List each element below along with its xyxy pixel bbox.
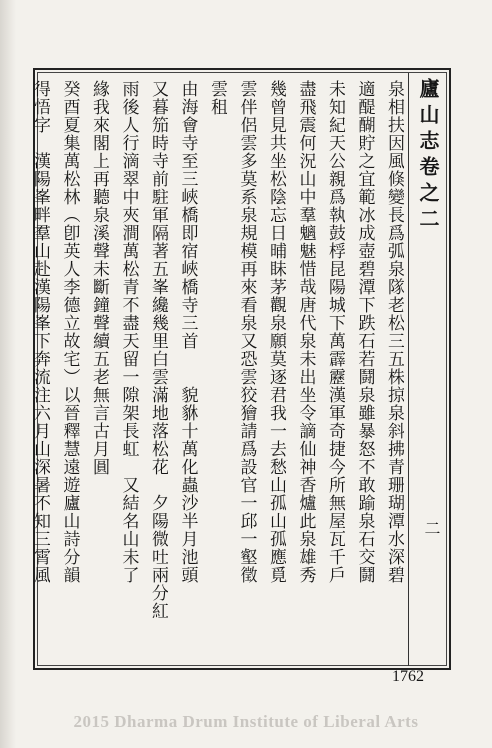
text-column: 緣我來閣上再聽泉溪聲未斷鐘聲續五老無言古月圓 (89, 80, 109, 476)
text-column: 雲伴侶雲多莫系泉規模再來看泉又恐雲狡獪請爲設官一邱一壑徵 (236, 80, 257, 584)
text-column: 癸酉夏集萬松林（卽英人李德立故宅）以晉釋慧遠遊廬山詩分韻 (59, 80, 80, 584)
text-column: 得悟字 漢陽峯畔羣山赴漢陽峯下奔流注六月山深暑不知三霄風 (30, 80, 50, 584)
text-column: 又暮笳時寺前駐軍隔著五峯纔幾里白雲滿地落松花 夕陽微吐兩分紅 (148, 80, 168, 620)
page-number: 1762 (392, 668, 424, 685)
text-column: 雲租 (207, 80, 227, 116)
text-column: 幾曾見共坐松陰忘日晡眛茅觀泉願莫逐君我一去愁山孤山孤應覓 (266, 80, 286, 584)
binding-shadow (0, 0, 16, 748)
text-column: 雨後人行滴翠中夾澗萬松青不盡天留一隙架長虹 又結名山未了 (118, 80, 139, 584)
text-column: 由海會寺至三峽橋即宿峽橋寺三首 貌貅十萬化蟲沙半月池頭 (177, 80, 198, 584)
text-column: 適醍醐貯之宜範冰成壺碧潭下跌石若鬪泉雖暴怒不敢踰泉石交鬪 (354, 80, 375, 584)
text-column: 盡飛震何況山中羣魑魅惜哉唐代泉未出坐令謫仙神香爐此泉雄秀 (295, 80, 316, 584)
watermark: 2015 Dharma Drum Institute of Liberal Arts (73, 712, 419, 731)
running-head: 廬山志卷之二 (416, 78, 440, 234)
text-column: 未知紀天公親爲執鼓桴昆陽城下萬霹靂漢軍奇捷今所無屋瓦千戶 (325, 80, 345, 584)
column-mark: 二 (422, 520, 441, 536)
text-column: 泉相扶因風倏變長爲弧泉隊老松三五株掠泉斜拂青珊瑚潭水深碧 (384, 80, 404, 584)
